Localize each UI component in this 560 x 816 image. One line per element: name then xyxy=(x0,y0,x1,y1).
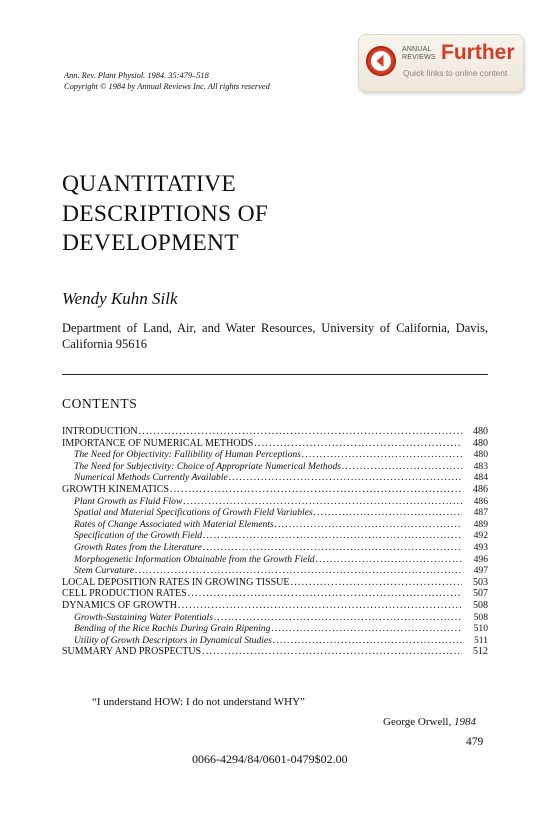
toc-label: The Need for Subjectivity: Choice of Appropriate Numerical Methods xyxy=(74,460,341,472)
toc-page-number: 486 xyxy=(473,495,488,507)
toc-subentry[interactable] xyxy=(62,530,488,542)
toc-page-number: 497 xyxy=(473,565,488,577)
toc-leader-dots xyxy=(214,612,462,623)
toc-label: Specification of the Growth Field xyxy=(74,530,203,542)
toc-leader-dots xyxy=(314,507,462,518)
toc-page-number: 511 xyxy=(473,634,488,646)
toc-leader-dots xyxy=(291,577,463,588)
toc-page-number: 480 xyxy=(473,426,488,437)
toc-entry[interactable] xyxy=(62,426,488,438)
toc-entry[interactable] xyxy=(62,600,488,612)
toc-page-number: 480 xyxy=(473,449,488,461)
badge-publisher-line1: ANNUAL xyxy=(402,46,432,53)
toc-page-number: 508 xyxy=(473,599,488,611)
toc-subentry[interactable] xyxy=(62,496,488,508)
toc-leader-dots xyxy=(302,449,462,460)
toc-leader-dots xyxy=(273,635,462,646)
toc-label: Plant Growth as Fluid Flow xyxy=(74,495,183,507)
toc-label: GROWTH KINEMATICS xyxy=(62,483,169,495)
toc-label: Stem Curvature xyxy=(74,565,135,577)
toc-leader-dots xyxy=(170,484,462,495)
toc-page-number: 486 xyxy=(473,483,488,495)
toc-label: Numerical Methods Currently Available xyxy=(74,472,228,484)
toc-entry[interactable] xyxy=(62,588,488,600)
table-of-contents xyxy=(62,426,488,658)
epigraph-author: George Orwell, xyxy=(383,716,452,728)
toc-page-number: 493 xyxy=(473,541,488,553)
badge-publisher-line2: REVIEWS xyxy=(402,54,436,61)
toc-leader-dots xyxy=(202,646,462,657)
toc-label: Morphogenetic Information Obtainable from the Growth Field xyxy=(74,553,315,565)
author-name: Wendy Kuhn Silk xyxy=(62,289,178,308)
toc-page-number: 507 xyxy=(473,588,488,600)
epigraph-quote: “I understand HOW: I do not understand WHY” xyxy=(92,696,305,708)
title-line: DESCRIPTIONS OF xyxy=(62,200,269,227)
toc-label: INTRODUCTION xyxy=(62,426,138,437)
toc-leader-dots xyxy=(178,600,462,611)
toc-label: LOCAL DEPOSITION RATES IN GROWING TISSUE xyxy=(62,576,290,588)
toc-entry[interactable] xyxy=(62,646,488,658)
toc-subentry[interactable] xyxy=(62,461,488,473)
toc-page-number: 508 xyxy=(473,611,488,623)
epigraph-work: 1984 xyxy=(453,716,476,728)
toc-page-number: 512 xyxy=(473,646,488,658)
toc-label: DYNAMICS OF GROWTH xyxy=(62,599,178,611)
toc-leader-dots xyxy=(203,530,462,541)
section-divider xyxy=(62,374,488,375)
epigraph-attribution xyxy=(383,716,476,728)
toc-leader-dots xyxy=(271,623,462,634)
toc-leader-dots xyxy=(275,519,462,530)
copyright-notice: Copyright © 1984 by Annual Reviews Inc. All rights reserved xyxy=(64,82,270,91)
toc-label: Utility of Growth Descriptors in Dynamical Studies xyxy=(74,634,272,646)
toc-subentry[interactable] xyxy=(62,507,488,519)
toc-entry[interactable] xyxy=(62,484,488,496)
toc-page-number: 483 xyxy=(473,460,488,472)
journal-citation-block xyxy=(64,70,270,92)
toc-leader-dots xyxy=(316,554,462,565)
toc-label: Growth-Sustaining Water Potentials xyxy=(74,611,213,623)
toc-page-number: 480 xyxy=(473,437,488,449)
toc-entry[interactable] xyxy=(62,577,488,589)
toc-page-number: 496 xyxy=(473,553,488,565)
toc-subentry[interactable] xyxy=(62,635,488,647)
toc-subentry[interactable] xyxy=(62,449,488,461)
badge-publisher xyxy=(402,46,436,62)
page-number: 479 xyxy=(466,736,484,748)
toc-leader-dots xyxy=(183,496,462,507)
toc-leader-dots xyxy=(139,426,462,437)
arrow-icon xyxy=(366,46,396,76)
toc-leader-dots xyxy=(342,461,462,472)
title-line: DEVELOPMENT xyxy=(62,230,239,256)
article-code: 0066-4294/84/0601-0479$02.00 xyxy=(192,752,348,766)
author-affiliation: Department of Land, Air, and Water Resources, University of California, Davis, California 95616 xyxy=(62,321,488,351)
toc-label: CELL PRODUCTION RATES xyxy=(62,588,187,600)
toc-page-number: 489 xyxy=(473,518,488,530)
toc-leader-dots xyxy=(135,565,462,576)
further-links-badge[interactable] xyxy=(358,34,524,92)
toc-leader-dots xyxy=(229,472,462,483)
title-line: QUANTITATIVE xyxy=(62,171,237,197)
toc-label: The Need for Objectivity: Fallibility of Human Perceptions xyxy=(74,449,301,461)
toc-subentry[interactable] xyxy=(62,612,488,624)
toc-page-number: 484 xyxy=(473,472,488,484)
toc-label: SUMMARY AND PROSPECTUS xyxy=(62,646,202,658)
toc-subentry[interactable] xyxy=(62,565,488,577)
toc-subentry[interactable] xyxy=(62,472,488,484)
toc-leader-dots xyxy=(203,542,462,553)
toc-subentry[interactable] xyxy=(62,554,488,566)
toc-label: Rates of Change Associated with Material Elements xyxy=(74,518,274,530)
toc-page-number: 503 xyxy=(473,576,488,588)
toc-page-number: 510 xyxy=(473,623,488,635)
toc-subentry[interactable] xyxy=(62,623,488,635)
toc-label: Spatial and Material Specifications of Growth Field Variables xyxy=(74,507,313,519)
journal-citation: Ann. Rev. Plant Physiol. 1984. 35:479–518 xyxy=(64,71,209,80)
toc-subentry[interactable] xyxy=(62,519,488,531)
toc-subentry[interactable] xyxy=(62,542,488,554)
badge-title: Further xyxy=(441,41,515,64)
toc-page-number: 492 xyxy=(473,530,488,542)
toc-leader-dots xyxy=(188,588,462,599)
toc-label: IMPORTANCE OF NUMERICAL METHODS xyxy=(62,437,254,449)
toc-page-number: 487 xyxy=(473,507,488,519)
toc-label: Bending of the Rice Rachis During Grain Ripening xyxy=(74,623,271,635)
toc-label: Growth Rates from the Literature xyxy=(74,541,202,553)
toc-leader-dots xyxy=(254,438,462,449)
toc-entry[interactable] xyxy=(62,438,488,450)
contents-heading: CONTENTS xyxy=(62,396,138,411)
badge-subtitle: Quick links to online content xyxy=(403,68,508,78)
article-title xyxy=(62,170,268,259)
